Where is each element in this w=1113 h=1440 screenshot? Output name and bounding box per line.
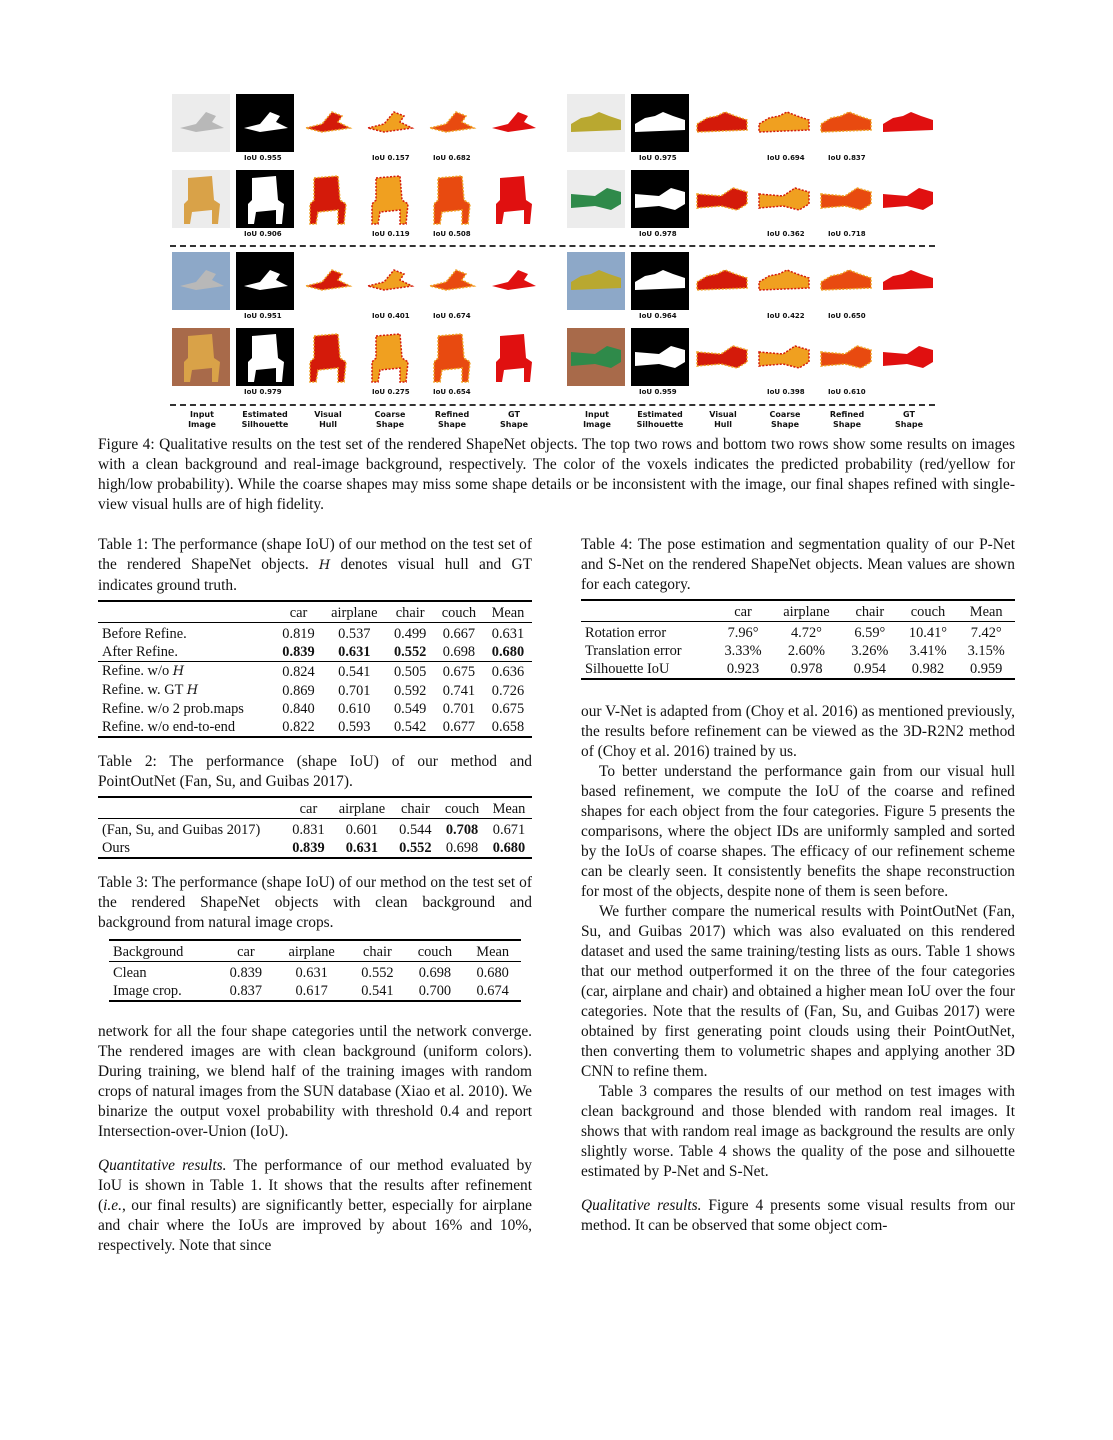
table-row [98,662,532,682]
table-cell: 0.617 [274,982,349,1001]
body-paragraph: To better understand the performance gain from our visual hull based refinement, we compute the IoU of the coarse and refined shapes for each object from the four categories. Figure 5 presents the comparisons, where the object IDs are uniformly sampled and sorted by the IoUs of coarse shapes. The efficacy of our refinement scheme can be clearly seen. It consistently benefits the shape reconstruction for most of the objects, despite none of them is seen before. [581,763,1015,900]
column-label-line: Coarse [769,410,801,419]
row-label: Image crop. [109,982,218,1001]
refined-shape-image [817,170,875,228]
gt-shape-image [484,328,542,386]
row-label: After Refine. [102,644,178,660]
gt-shape-image [484,170,542,228]
input-image-image [172,94,230,152]
column-header: couch [405,940,464,962]
gt-shape-image [879,328,937,386]
input-image-image [567,94,625,152]
table-cell: 0.680 [491,644,525,660]
column-header: couch [899,600,958,622]
refined-shape-image [422,170,480,228]
estimated-silhouette-image [631,170,689,228]
visual-hull-image [298,170,356,228]
column-label-line: GT [508,410,520,419]
table-header-row [581,600,1015,622]
table-header-row [98,797,532,819]
estimated-silhouette-image [631,94,689,152]
column-header: car [714,600,772,622]
column-header [98,601,275,623]
table-cell: 4.72° [772,622,841,643]
refined-shape-image [817,328,875,386]
figure-column-labels [565,410,940,434]
table-cell: 0.698 [442,644,476,660]
table-cell: 7.96° [714,622,772,643]
table-row [98,643,532,662]
column-header: Mean [957,600,1015,622]
column-header: airplane [331,797,392,819]
table-cell: 0.701 [338,682,371,699]
table-cell: 0.677 [434,718,484,737]
silhouette-iou-label: IoU 0.964 [639,312,677,320]
table-cell: 0.726 [491,682,525,699]
table-cell: 0.601 [331,819,392,840]
table-cell: 0.631 [274,962,349,983]
table1-caption: Table 1: The performance (shape IoU) of our method on the test set of the rendered ShapeNet objects. H denotes visual hull and GT indicates ground truth. [98,536,532,594]
column-header: Mean [484,601,532,623]
refined-iou-label: IoU 0.718 [828,230,866,238]
column-header: airplane [274,940,349,962]
input-image-image [172,170,230,228]
figure-column-label [420,410,484,430]
coarse-shape-image [755,252,813,310]
body-paragraph: We further compare the numerical results with PointOutNet (Fan, Su, and Guibas 2017) which was also evaluated on this rendered dataset and used the same training/testing lists as ours. Table 1 shows that our method outperformed it on the three of the four categories (car, airplane and chair) and obtained a higher mean IoU over the four categories. Note that the results of (Fan, Su, and Guibas 2017) were obtained by first generating point clouds using their PointOutNet, then converting them to volumetric shapes and applying another 3D CNN to refine them. [581,903,1015,1080]
table-2 [98,796,532,859]
table-cell: 0.837 [218,982,274,1001]
row-label: Silhouette IoU [581,660,714,679]
visual-hull-image [298,94,356,152]
figure-row-car-clean [565,94,940,168]
estimated-silhouette-image [236,170,294,228]
figure-row-chair-real-image [170,328,545,402]
figure-row-car-real-image [565,252,940,326]
coarse-iou-label: IoU 0.362 [767,230,805,238]
table-cell: 0.819 [275,623,323,644]
table-cell: 3.26% [851,643,889,659]
coarse-iou-label: IoU 0.398 [767,388,805,396]
refined-iou-label: IoU 0.654 [433,388,471,396]
table-cell: 2.60% [787,643,826,659]
coarse-iou-label: IoU 0.401 [372,312,410,320]
table-row [581,642,1015,660]
refined-shape-image [817,252,875,310]
table-row [98,681,532,700]
table-cell: 0.541 [349,982,405,1001]
input-image-image [567,328,625,386]
refined-shape-image [422,328,480,386]
row-label: (Fan, Su, and Guibas 2017) [98,819,286,840]
table-cell: 0.982 [899,660,958,679]
column-label-line: Input [190,410,214,419]
gt-shape-image [879,170,937,228]
table-cell: 0.680 [486,839,532,858]
table-cell: 0.658 [484,718,532,737]
column-label-line: Input [585,410,609,419]
coarse-shape-image [755,94,813,152]
column-label-line: Hull [714,420,732,429]
column-header: car [218,940,274,962]
figure-column-label [296,410,360,430]
figure-row-couch-real-image [565,328,940,402]
input-image-image [567,170,625,228]
table-cell: 0.544 [393,819,439,840]
figure-4 [170,94,935,434]
column-label-line: Hull [319,420,337,429]
figure-row-airplane-real-image [170,252,545,326]
silhouette-iou-label: IoU 0.978 [639,230,677,238]
refined-iou-label: IoU 0.674 [433,312,471,320]
quantitative-results-paragraph: Quantitative results. The performance of our method evaluated by IoU is shown in Table 1. It shows that the results after refinement (i.e., our final results) are significantly better, especially for airplane and chair where the IoUs are improved by about 16% and 10%, respectively. Note that since [98,1157,532,1254]
table-cell: 0.959 [957,660,1015,679]
coarse-shape-image [360,252,418,310]
figure-row-airplane-clean [170,94,545,168]
table-cell: 0.549 [393,701,427,717]
table-header-row [109,940,521,962]
table-cell: 0.671 [486,819,532,840]
figure-column-label [691,410,755,430]
table-cell: 0.698 [438,839,486,858]
row-label: Refine. w/o H [98,662,275,682]
body-paragraph: Table 3 compares the results of our method on test images with clean background and those blended with random real images. It shows that with random real image as background the results are only slightly worse. Table 4 shows the quality of the pose and silhouette estimated by P-Net and S-Net. [581,1083,1015,1180]
column-header: chair [349,940,405,962]
column-header: chair [386,601,434,623]
column-label-line: Shape [894,420,923,429]
table-row [581,660,1015,679]
silhouette-iou-label: IoU 0.955 [244,154,282,162]
figure-column-label [877,410,941,430]
column-label-line: GT [903,410,915,419]
column-header: chair [393,797,439,819]
refined-iou-label: IoU 0.682 [433,154,471,162]
coarse-shape-image [360,94,418,152]
column-label-line: Image [583,420,611,429]
column-label-line: Image [188,420,216,429]
table-cell: 3.15% [967,643,1005,659]
coarse-iou-label: IoU 0.694 [767,154,805,162]
column-header: chair [841,600,899,622]
table-cell: 0.839 [286,839,332,858]
table-cell: 0.822 [275,718,323,737]
figure-column-label [233,410,297,430]
row-label: Refine. w/o 2 prob.maps [102,701,244,717]
row-label: Translation error [585,643,682,659]
coarse-iou-label: IoU 0.119 [372,230,410,238]
table3-caption: Table 3: The performance (shape IoU) of our method on the test set of the rendered ShapeNet objects with clean background and background from natural image crops. [98,874,532,931]
column-label-line: Refined [434,410,470,419]
table-cell: 0.675 [491,701,525,717]
coarse-shape-image [360,170,418,228]
column-label-line: Refined [829,410,865,419]
coarse-iou-label: IoU 0.157 [372,154,410,162]
coarse-shape-image [755,328,813,386]
figure-column-label [753,410,817,430]
estimated-silhouette-image [631,252,689,310]
table-cell: 0.542 [386,718,434,737]
refined-shape-image [422,252,480,310]
figure-column-label [628,410,692,430]
table-3 [109,939,521,1002]
table-cell: 0.552 [393,839,439,858]
input-image-image [567,252,625,310]
silhouette-iou-label: IoU 0.959 [639,388,677,396]
column-label-line: Estimated [637,410,683,419]
table-cell: 0.831 [286,819,332,840]
figure-column-label [815,410,879,430]
coarse-iou-label: IoU 0.275 [372,388,410,396]
table-cell: 3.41% [909,643,947,659]
silhouette-iou-label: IoU 0.906 [244,230,282,238]
column-label-line: Estimated [242,410,288,419]
visual-hull-image [693,94,751,152]
gt-shape-image [484,252,542,310]
column-header: airplane [322,601,386,623]
visual-hull-symbol: H [172,664,185,679]
silhouette-iou-label: IoU 0.979 [244,388,282,396]
figure-column-label [358,410,422,430]
table-cell: 0.552 [393,644,427,660]
column-label-line: Visual [314,410,342,419]
column-label-line: Shape [832,420,861,429]
input-image-image [172,328,230,386]
visual-hull-symbol: H [186,683,199,698]
table-cell: 0.839 [218,962,274,983]
table-cell: 0.675 [434,662,484,682]
body-paragraph: network for all the four shape categories until the network converge. The rendered images are with clean background (uniform colors). During training, we blend half of the training images with random crops of natural images from the SUN database (Xiao et al. 2010). We binarize the output voxel probability with threshold 0.4 and report Intersection-over-Union (IoU). [98,1023,532,1140]
estimated-silhouette-image [631,328,689,386]
right-column [581,535,1015,1236]
estimated-silhouette-image [236,94,294,152]
qualitative-results-paragraph: Qualitative results. Figure 4 presents some visual results from our method. It can be observed that some object com- [581,1197,1015,1234]
table-4 [581,599,1015,680]
column-header: Mean [486,797,532,819]
table-header-row [98,601,532,623]
refined-iou-label: IoU 0.508 [433,230,471,238]
column-label-line: Shape [499,420,528,429]
table-cell: 0.505 [386,662,434,682]
table-row [98,623,532,644]
figure-column-label [565,410,629,430]
table-cell: 0.674 [464,982,521,1001]
row-label: Before Refine. [98,623,275,644]
refined-iou-label: IoU 0.650 [828,312,866,320]
coarse-shape-image [755,170,813,228]
row-label: Ours [98,839,286,858]
column-header: couch [434,601,484,623]
column-label-line: Visual [709,410,737,419]
table-cell: 0.499 [386,623,434,644]
gt-shape-image [879,252,937,310]
table-cell: 0.680 [464,962,521,983]
column-label-line: Shape [437,420,466,429]
row-label: Refine. w. GT H [102,682,199,698]
table-cell: 0.840 [282,701,315,717]
input-image-image [172,252,230,310]
visual-hull-image [693,252,751,310]
row-label: Clean [109,962,218,983]
figure-row-couch-clean [565,170,940,244]
table4-caption: Table 4: The pose estimation and segmentation quality of our P-Net and S-Net on the rendered ShapeNet objects. Mean values are shown for each category. [581,536,1015,593]
table-cell: 0.631 [484,623,532,644]
figure-column-label [170,410,234,430]
table-cell: 0.537 [322,623,386,644]
column-header: Background [109,940,218,962]
table-cell: 0.593 [322,718,386,737]
table-cell: 7.42° [957,622,1015,643]
table-cell: 0.869 [282,682,315,699]
figure-row-chair-clean [170,170,545,244]
coarse-shape-image [360,328,418,386]
visual-hull-image [693,170,751,228]
table-cell: 0.741 [442,682,476,699]
table-cell: 0.954 [841,660,899,679]
table-1 [98,600,532,738]
refined-shape-image [817,94,875,152]
column-label-line: Shape [770,420,799,429]
table-cell: 0.701 [442,701,476,717]
figure-left-half [170,94,545,434]
table-cell: 0.631 [338,644,371,660]
figure-caption: Figure 4: Qualitative results on the test set of the rendered ShapeNet objects. The top two rows and bottom two rows show some results on images with a clean background and real-image background, respectively. The color of the voxels indicates the predicted probability (red/yellow for high/low probability). While the coarse shapes may miss some shape details or be inconsistent with the image, our final shapes refined with single-view visual hulls are of high fidelity. [98,436,1015,513]
table-cell: 6.59° [841,622,899,643]
table-cell: 0.552 [349,962,405,983]
column-label-line: Silhouette [636,420,684,429]
table-row [98,718,532,737]
table-cell: 0.708 [438,819,486,840]
column-header [581,600,714,622]
figure-column-label [482,410,546,430]
silhouette-iou-label: IoU 0.975 [639,154,677,162]
column-label-line: Shape [375,420,404,429]
visual-hull-image [298,328,356,386]
table-cell: 0.610 [338,701,371,717]
refined-iou-label: IoU 0.610 [828,388,866,396]
visual-hull-image [298,252,356,310]
column-label-line: Silhouette [241,420,289,429]
table-cell: 0.592 [393,682,427,699]
row-label: Refine. w/o end-to-end [98,718,275,737]
table-cell: 10.41° [899,622,958,643]
estimated-silhouette-image [236,252,294,310]
table-cell: 0.923 [714,660,772,679]
table-row [98,819,532,840]
table-cell: 0.631 [331,839,392,858]
column-header [98,797,286,819]
silhouette-iou-label: IoU 0.951 [244,312,282,320]
table-row [98,700,532,718]
table2-caption: Table 2: The performance (shape IoU) of our method and PointOutNet (Fan, Su, and Guibas 2017). [98,753,532,790]
gt-shape-image [879,94,937,152]
table-cell: 0.700 [405,982,464,1001]
divider-dashed-bottom [170,404,935,406]
column-label-line: Coarse [374,410,406,419]
body-paragraph: our V-Net is adapted from (Choy et al. 2016) as mentioned previously, the results before refinement can be viewed as the 3D-R2N2 method of (Choy et al. 2016) trained by us. [581,703,1015,760]
column-header: car [275,601,323,623]
column-header: airplane [772,600,841,622]
refined-iou-label: IoU 0.837 [828,154,866,162]
divider-dashed-top [170,245,935,247]
figure-column-labels [170,410,545,434]
table-row [581,622,1015,643]
table-cell: 0.541 [322,662,386,682]
column-header: Mean [464,940,521,962]
table-cell: 0.824 [275,662,323,682]
table-cell: 0.978 [772,660,841,679]
table-cell: 0.636 [484,662,532,682]
visual-hull-image [693,328,751,386]
table-cell: 3.33% [724,643,762,659]
table-row [109,982,521,1001]
refined-shape-image [422,94,480,152]
gt-shape-image [484,94,542,152]
estimated-silhouette-image [236,328,294,386]
table-cell: 0.667 [434,623,484,644]
table-cell: 0.698 [405,962,464,983]
left-column [98,535,532,1256]
table-row [109,962,521,983]
table-row [98,839,532,858]
figure-right-half [565,94,940,434]
coarse-iou-label: IoU 0.422 [767,312,805,320]
column-header: couch [438,797,486,819]
column-header: car [286,797,332,819]
row-label: Rotation error [581,622,714,643]
table-cell: 0.839 [282,644,315,660]
